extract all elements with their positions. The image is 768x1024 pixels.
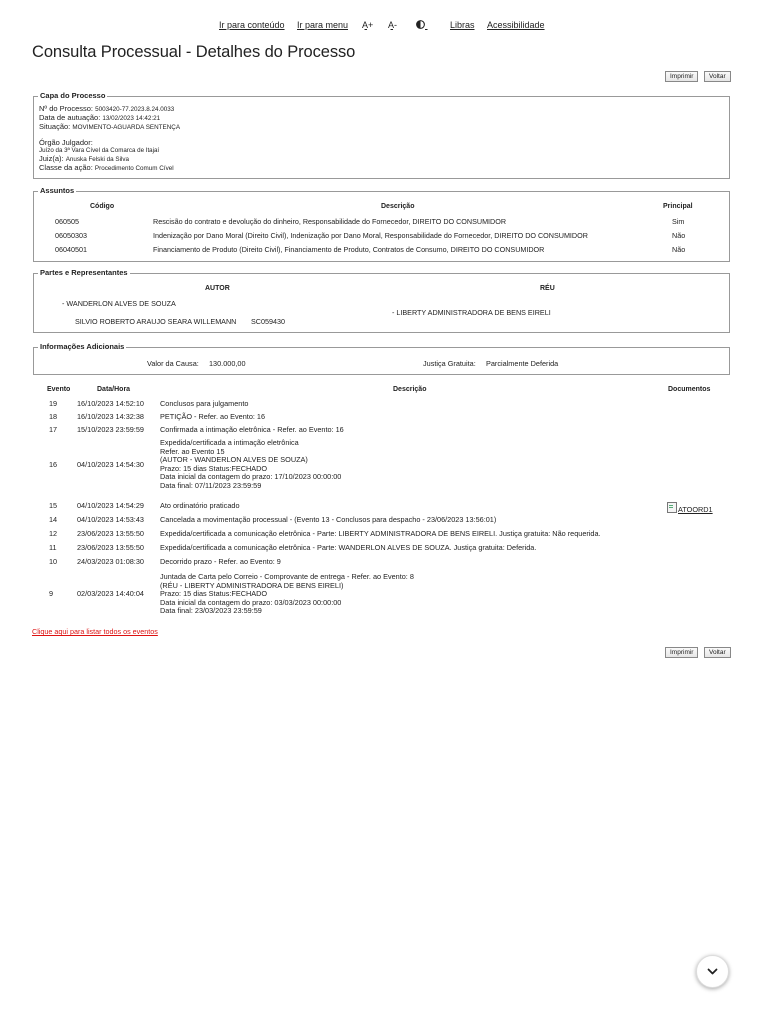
document-link[interactable] xyxy=(667,502,713,515)
event-datetime: 02/03/2023 14:40:04 xyxy=(77,589,144,599)
eventos-header-descricao: Descrição xyxy=(393,386,427,393)
event-description-line: Expedida/certificada a comunicação eletrônica - Parte: WANDERLON ALVES DE SOUZA. Justiça gratuita: Deferida. xyxy=(160,543,537,552)
assunto-codigo: 06050303 xyxy=(55,231,87,240)
font-increase-button[interactable]: A+ xyxy=(362,20,374,30)
valor-causa-label: Valor da Causa: xyxy=(147,359,199,368)
scroll-down-button[interactable] xyxy=(696,955,729,988)
event-description-line: Confirmada a intimação eletrônica - Refer. ao Evento: 16 xyxy=(160,425,344,434)
juiz-value: Anuska Felski da Silva xyxy=(65,156,130,163)
accessibility-link[interactable]: Acessibilidade xyxy=(487,20,545,30)
event-description-line: Data inicial da contagem do prazo: 03/03/2023 00:00:00 xyxy=(160,597,342,607)
chevron-down-icon xyxy=(696,955,729,988)
classe-value: Procedimento Comum Cível xyxy=(94,165,174,172)
accessibility-bar xyxy=(0,20,768,34)
process-number-value: 5003420-77.2023.8.24.0033 xyxy=(95,106,175,113)
event-description-line: Ato ordinatório praticado xyxy=(160,501,240,510)
partes-panel xyxy=(33,268,730,333)
reu-name: - LIBERTY ADMINISTRADORA DE BENS EIRELI xyxy=(392,308,551,317)
event-number: 17 xyxy=(49,425,58,434)
event-number: 9 xyxy=(49,589,54,599)
event-number: 15 xyxy=(49,501,58,510)
event-description-line: Expedida/certificada a comunicação eletrônica - Parte: LIBERTY ADMINISTRADORA DE BENS EIRELI. Justiça gratuita: Não requerida. xyxy=(160,529,601,538)
event-number: 19 xyxy=(49,399,58,408)
autuacao-value: 13/02/2023 14:42:21 xyxy=(102,115,161,122)
back-button-bottom[interactable]: Voltar xyxy=(704,647,731,658)
back-button-top[interactable]: Voltar xyxy=(704,71,731,82)
event-datetime: 15/10/2023 23:59:59 xyxy=(77,425,144,434)
situacao-label: Situação: xyxy=(39,122,71,131)
event-description-line: Juntada de Carta pelo Correio - Comprovante de entrega - Refer. ao Evento: 8 xyxy=(160,572,414,581)
justica-gratuita-value: Parcialmente Deferida xyxy=(486,359,559,368)
event-number: 14 xyxy=(49,515,58,524)
print-button-bottom[interactable]: Imprimir xyxy=(665,647,698,658)
juiz-label: Juiz(a): xyxy=(39,154,64,163)
font-decrease-button[interactable]: A- xyxy=(388,20,397,30)
skip-to-content-link[interactable]: Ir para conteúdo xyxy=(219,20,285,30)
document-icon xyxy=(667,502,677,513)
event-description-line: Data final: 23/03/2023 23:59:59 xyxy=(160,606,262,616)
event-number: 12 xyxy=(49,529,58,538)
capa-do-processo-panel xyxy=(33,91,730,179)
event-description-line: Data inicial da contagem do prazo: 17/10/2023 00:00:00 xyxy=(160,472,342,482)
autuacao-label: Data de autuação: xyxy=(39,113,101,122)
assunto-principal: Não xyxy=(672,231,686,240)
event-datetime: 16/10/2023 14:32:38 xyxy=(77,412,144,421)
eventos-header-documentos: Documentos xyxy=(668,386,711,393)
event-description-line: PETIÇÃO - Refer. ao Evento: 16 xyxy=(160,412,266,421)
informacoes-legend: Informações Adicionais xyxy=(40,342,125,351)
autor-header: AUTOR xyxy=(205,285,230,292)
event-description-line: Prazo: 15 dias Status:FECHADO xyxy=(160,589,268,599)
assuntos-header-principal: Principal xyxy=(663,203,693,210)
page-title: Consulta Processual - Detalhes do Processo xyxy=(32,43,356,61)
event-description-line: Expedida/certificada a intimação eletrônica xyxy=(160,438,299,447)
assunto-codigo: 06040501 xyxy=(55,245,87,254)
situacao-value: MOVIMENTO-AGUARDA SENTENÇA xyxy=(72,124,181,131)
event-datetime: 16/10/2023 14:52:10 xyxy=(77,399,144,408)
assunto-principal: Não xyxy=(672,245,686,254)
libras-link[interactable]: Libras xyxy=(450,20,475,30)
assuntos-legend: Assuntos xyxy=(40,186,75,195)
event-datetime: 23/06/2023 13:55:50 xyxy=(77,529,144,538)
event-number: 18 xyxy=(49,412,58,421)
assunto-principal: Sim xyxy=(672,217,685,226)
assunto-descricao: Rescisão do contrato e devolução do dinheiro, Responsabilidade do Fornecedor, DIREITO DO CONSUMIDOR xyxy=(153,217,507,226)
document-link-label: ATOORD1 xyxy=(678,505,713,514)
event-description-line: (RÉU - LIBERTY ADMINISTRADORA DE BENS EIRELI) xyxy=(160,580,344,590)
process-number-label: Nº do Processo: xyxy=(39,104,94,113)
list-all-events-link[interactable]: Clique aqui para listar todos os eventos xyxy=(32,627,158,636)
partes-legend: Partes e Representantes xyxy=(40,268,128,277)
orgao-value: Juízo da 3ª Vara Cível da Comarca de Itajaí xyxy=(39,147,160,154)
eventos-header-data: Data/Hora xyxy=(97,386,131,393)
assuntos-header-codigo: Código xyxy=(90,203,115,210)
autor-name: - WANDERLON ALVES DE SOUZA xyxy=(62,299,176,308)
event-datetime: 23/06/2023 13:55:50 xyxy=(77,543,144,552)
classe-row xyxy=(39,164,174,174)
advogado-oab: SC059430 xyxy=(251,317,285,326)
event-datetime: 24/03/2023 01:08:30 xyxy=(77,557,144,566)
print-button-top[interactable]: Imprimir xyxy=(665,71,698,82)
event-description-line: Prazo: 15 dias Status:FECHADO xyxy=(160,463,268,473)
reu-header: RÉU xyxy=(540,285,555,292)
event-description-line: Conclusos para julgamento xyxy=(160,399,249,408)
event-description-line: Cancelada a movimentação processual - (Evento 13 - Conclusos para despacho - 23/06/2023 13:56:01) xyxy=(160,515,497,524)
assunto-codigo: 060505 xyxy=(55,217,79,226)
event-datetime: 04/10/2023 14:54:30 xyxy=(77,459,144,469)
assuntos-panel xyxy=(33,186,730,262)
skip-to-menu-link[interactable]: Ir para menu xyxy=(297,20,349,30)
assuntos-header-descricao: Descrição xyxy=(381,203,415,210)
assunto-descricao: Financiamento de Produto (Direito Civil), Financiamento de Produto, Contratos de Consumo, DIREITO DO CONSUMIDOR xyxy=(153,245,545,254)
event-number: 10 xyxy=(49,557,58,566)
event-description-line: Refer. ao Evento 15 xyxy=(160,446,225,456)
eventos-header-evento: Evento xyxy=(47,386,71,393)
event-description-line: Data final: 07/11/2023 23:59:59 xyxy=(160,481,262,490)
valor-causa-value: 130.000,00 xyxy=(209,359,246,368)
justica-gratuita-label: Justiça Gratuita: xyxy=(423,359,476,368)
event-datetime: 04/10/2023 14:54:29 xyxy=(77,501,144,510)
event-description-line: (AUTOR - WANDERLON ALVES DE SOUZA) xyxy=(160,455,308,465)
informacoes-panel xyxy=(33,342,730,375)
orgao-label: Órgão Julgador: xyxy=(39,138,93,147)
contrast-button[interactable] xyxy=(416,20,425,30)
contrast-icon xyxy=(416,20,425,29)
capa-legend: Capa do Processo xyxy=(40,91,106,100)
event-number: 11 xyxy=(49,543,57,552)
event-description-line: Decorrido prazo - Refer. ao Evento: 9 xyxy=(160,557,281,566)
advogado-name: SILVIO ROBERTO ARAUJO SEARA WILLEMANN xyxy=(75,317,237,326)
event-number: 16 xyxy=(49,459,58,469)
situacao-row xyxy=(39,123,180,133)
classe-label: Classe da ação: xyxy=(39,163,93,172)
event-datetime: 04/10/2023 14:53:43 xyxy=(77,515,144,524)
assunto-descricao: Indenização por Dano Moral (Direito Civil), Indenização por Dano Moral, Responsabilidade do Fornecedor, DIREITO DO CONSUMIDOR xyxy=(153,231,588,240)
